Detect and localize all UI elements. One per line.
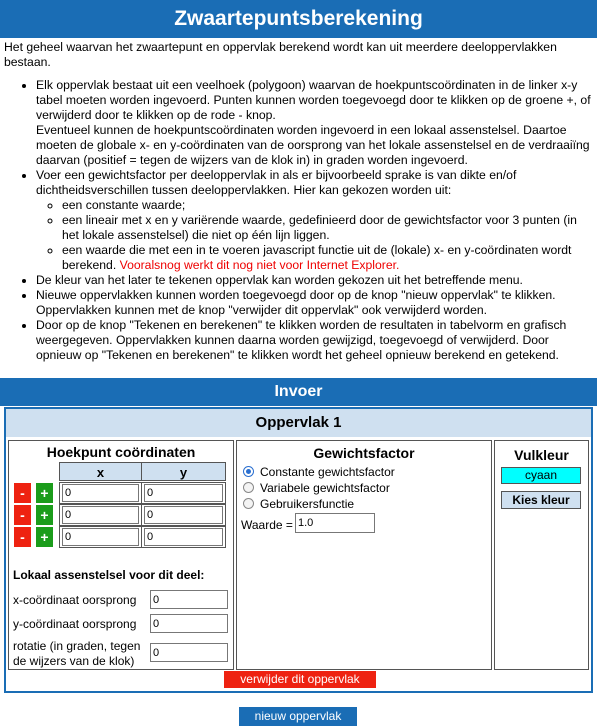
fill-color-column: [494, 440, 589, 670]
point-x-input[interactable]: [62, 506, 139, 524]
point-y-input[interactable]: [144, 506, 223, 524]
weight-option-constant: ◦ een constante waarde;: [62, 198, 592, 213]
instruction-new-surface: • Nieuwe oppervlakken kunnen worden toegevoegd door op de knop "nieuw oppervlak" te klikken. Oppervlakken kunnen met de knop "verwijder dit oppervlak" ook verwijderd worden.: [36, 288, 592, 318]
point-y-input[interactable]: [144, 484, 223, 502]
column-header-y: y: [141, 462, 226, 481]
weight-option-function-text: een waarde die met een in te voeren javascript functie uit de (lokale) x- en y-coördinaten wordt berekend.: [62, 243, 572, 272]
instruction-polygon: [36, 78, 592, 168]
column-header-x: x: [59, 462, 142, 481]
delete-surface-button[interactable]: verwijder dit oppervlak: [224, 671, 376, 688]
choose-color-button[interactable]: Kies kleur: [501, 491, 581, 509]
weight-radio-variable-label: Variabele gewichtsfactor: [260, 481, 390, 495]
input-section-header: Invoer: [0, 378, 597, 406]
weight-radio-function-label: Gebruikersfunctie: [260, 497, 355, 511]
surface-panel: [4, 407, 593, 693]
point-x-input[interactable]: [62, 484, 139, 502]
weight-value-input[interactable]: [295, 513, 375, 533]
page-title: Zwaartepuntsberekening: [0, 0, 597, 38]
new-surface-button[interactable]: nieuw oppervlak: [239, 707, 357, 726]
fill-color-title: Vulkleur: [514, 447, 569, 463]
instruction-polygon-text: Elk oppervlak bestaat uit een veelhoek (polygoon) waarvan de hoekpuntscoördinaten in de linker x-y tabel moeten worden ingevoerd. Punten kunnen worden toegevoegd door te klikken op de groene +, of verwijderd door te klikken op de rode - knop.: [36, 78, 591, 122]
rotation-input[interactable]: [150, 643, 228, 662]
instruction-weight-text: Voer een gewichtsfactor per deeloppervlak in als er bijvoorbeeld sprake is van dikte en/of dichtheidsverschillen tussen deeloppervlakken. Hier kan gekozen worden uit:: [36, 168, 517, 197]
local-axes-title: Lokaal assenstelsel voor dit deel:: [13, 568, 205, 582]
radio-unselected-icon[interactable]: [243, 482, 254, 493]
instruction-weight: [36, 168, 592, 273]
color-select[interactable]: cyaan: [501, 467, 581, 484]
remove-point-button[interactable]: -: [14, 527, 31, 547]
instruction-local-axes-text: Eventueel kunnen de hoekpuntscoördinaten worden ingevoerd in een lokaal assenstelsel. Daartoe moeten de globale x- en y-coördinaten van de oorsprong van het lokale assenstelsel en de verdraaiïng daarvan (positief = tegen de wijzers van de klok in) in graden worden ingevoerd.: [36, 123, 590, 167]
intro-lead: Het geheel waarvan het zwaartepunt en oppervlak berekend wordt kan uit meerdere deeloppervlakken bestaan.: [4, 40, 557, 69]
weight-radio-variable[interactable]: [243, 481, 390, 495]
ie-warning: Vooralsnog werkt dit nog niet voor Internet Explorer.: [119, 258, 400, 272]
intro-text: [4, 40, 592, 363]
point-y-input[interactable]: [144, 528, 223, 546]
coordinates-title: Hoekpunt coördinaten: [46, 444, 196, 460]
weight-value-label: Waarde =: [241, 518, 293, 532]
point-x-input[interactable]: [62, 528, 139, 546]
origin-x-input[interactable]: [150, 590, 228, 609]
weight-radio-function[interactable]: [243, 497, 354, 511]
radio-selected-icon[interactable]: [243, 466, 254, 477]
remove-point-button[interactable]: -: [14, 483, 31, 503]
instructions-list: [4, 78, 592, 363]
origin-x-label: x-coördinaat oorsprong: [13, 593, 137, 607]
instruction-draw: • Door op de knop "Tekenen en berekenen" te klikken worden de resultaten in tabelvorm en grafisch weergegeven. Oppervlakken kunnen daarna worden gewijzigd, toegevoegd of verwijderd. Door opnieuw op "Tekenen en berekenen" te klikken wordt het geheel opnieuw berekend en getekend.: [36, 318, 592, 363]
rotation-label-line2: de wijzers van de klok): [13, 654, 135, 668]
origin-y-label: y-coördinaat oorsprong: [13, 617, 137, 631]
add-point-button[interactable]: +: [36, 505, 53, 525]
add-point-button[interactable]: +: [36, 483, 53, 503]
weight-radio-constant[interactable]: [243, 465, 395, 479]
surface-title: Oppervlak 1: [6, 409, 591, 437]
instruction-color: • De kleur van het later te tekenen oppervlak kan worden gekozen uit het betreffende menu.: [36, 273, 592, 288]
rotation-label-line1: rotatie (in graden, tegen: [13, 639, 141, 653]
weight-option-linear: ◦ een lineair met x en y variërende waarde, gedefinieerd door de gewichtsfactor voor 3 punten (in het lokale assenstelsel) die niet op één lijn liggen.: [62, 213, 592, 243]
weight-option-function: [62, 243, 592, 273]
weight-radio-constant-label: Constante gewichtsfactor: [260, 465, 395, 479]
radio-unselected-icon[interactable]: [243, 498, 254, 509]
add-point-button[interactable]: +: [36, 527, 53, 547]
remove-point-button[interactable]: -: [14, 505, 31, 525]
weight-title: Gewichtsfactor: [313, 445, 415, 461]
weight-options-list: [36, 198, 592, 273]
origin-y-input[interactable]: [150, 614, 228, 633]
weight-column: [236, 440, 492, 670]
coordinates-column: [8, 440, 234, 670]
